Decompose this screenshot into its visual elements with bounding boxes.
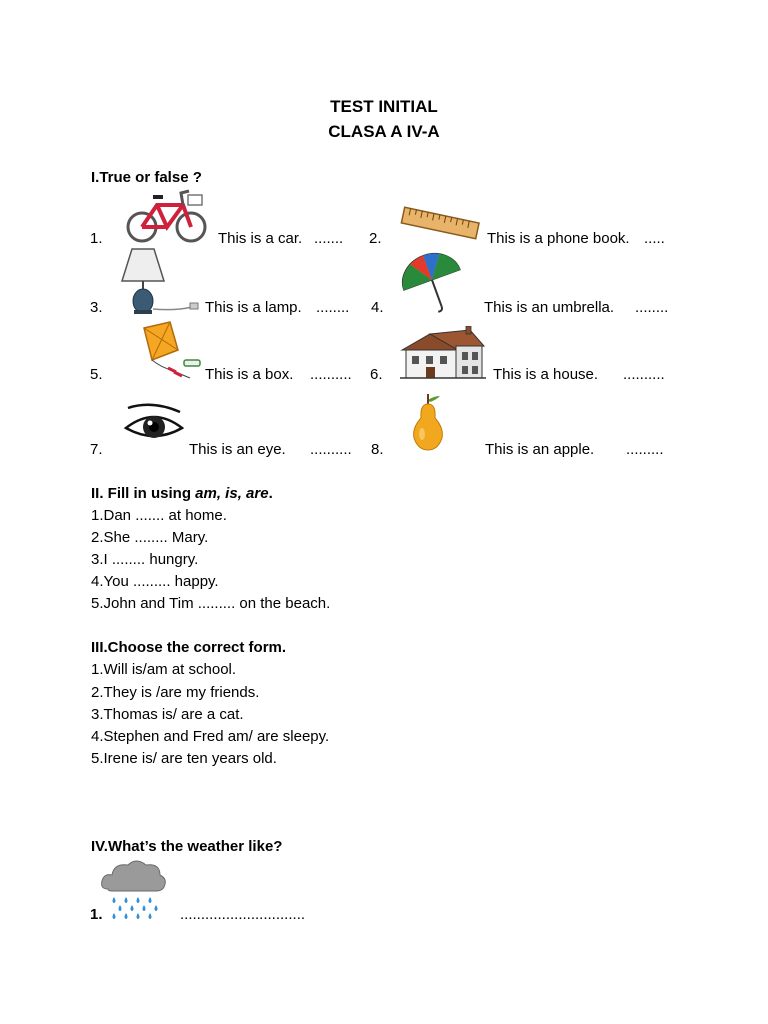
section-1-heading: I.True or false ? xyxy=(91,169,202,186)
fill-in-line: 5.John and Tim ......... on the beach. xyxy=(91,595,331,612)
umbrella-icon xyxy=(398,250,466,314)
answer-blank: ..... xyxy=(644,230,665,247)
item-statement: This is a house. xyxy=(493,366,599,383)
item-statement: This is an umbrella. xyxy=(484,299,615,316)
answer-blank: ........ xyxy=(635,299,669,316)
item-number: 6. xyxy=(370,366,383,383)
page-subtitle: CLASA A IV-A xyxy=(328,122,440,141)
pear-icon xyxy=(408,390,448,452)
choose-line: 1.Will is/am at school. xyxy=(91,661,237,678)
lamp-icon xyxy=(120,247,200,317)
answer-blank: .......... xyxy=(623,366,665,383)
answer-blank: .......... xyxy=(310,441,352,458)
answer-blank: ....... xyxy=(314,230,344,247)
item-number: 7. xyxy=(90,441,103,458)
section-4-heading: IV.What’s the weather like? xyxy=(91,838,283,855)
fill-in-line: 1.Dan ....... at home. xyxy=(91,507,227,524)
house-icon xyxy=(400,326,486,382)
page-title: TEST INITIAL xyxy=(330,97,438,116)
bicycle-icon xyxy=(125,185,207,245)
item-statement: This is a box. xyxy=(205,366,294,383)
answer-blank: .......... xyxy=(310,366,352,383)
section-2-heading-suffix: . xyxy=(268,485,273,502)
item-number: 2. xyxy=(369,230,382,247)
item-number: 3. xyxy=(90,299,103,316)
item-statement: This is an apple. xyxy=(485,441,595,458)
fill-in-line: 3.I ........ hungry. xyxy=(91,551,199,568)
answer-blank: .............................. xyxy=(180,906,306,923)
section-3-heading: III.Choose the correct form. xyxy=(91,639,287,656)
section-2-heading-text: II. Fill in using xyxy=(91,485,196,502)
item-statement: This is an eye. xyxy=(189,441,286,458)
answer-blank: ........ xyxy=(316,299,350,316)
choose-line: 3.Thomas is/ are a cat. xyxy=(91,706,244,723)
rain-cloud-icon xyxy=(100,855,168,925)
item-number: 5. xyxy=(90,366,103,383)
choose-line: 2.They is /are my friends. xyxy=(91,684,260,701)
fill-in-line: 2.She ........ Mary. xyxy=(91,529,209,546)
section-2-heading-words: am, is, are xyxy=(195,485,269,502)
item-statement: This is a car. xyxy=(218,230,303,247)
kite-icon xyxy=(138,320,202,382)
item-number: 4. xyxy=(371,299,384,316)
choose-line: 5.Irene is/ are ten years old. xyxy=(91,750,277,767)
item-number: 1. xyxy=(90,230,103,247)
eye-icon xyxy=(122,400,186,452)
item-number: 1. xyxy=(90,906,103,923)
item-number: 8. xyxy=(371,441,384,458)
section-2-heading xyxy=(91,485,273,502)
fill-in-line: 4.You ......... happy. xyxy=(91,573,219,590)
ruler-icon xyxy=(400,205,480,243)
item-statement: This is a lamp. xyxy=(205,299,302,316)
choose-line: 4.Stephen and Fred am/ are sleepy. xyxy=(91,728,330,745)
item-statement: This is a phone book. xyxy=(487,230,630,247)
answer-blank: ......... xyxy=(626,441,664,458)
